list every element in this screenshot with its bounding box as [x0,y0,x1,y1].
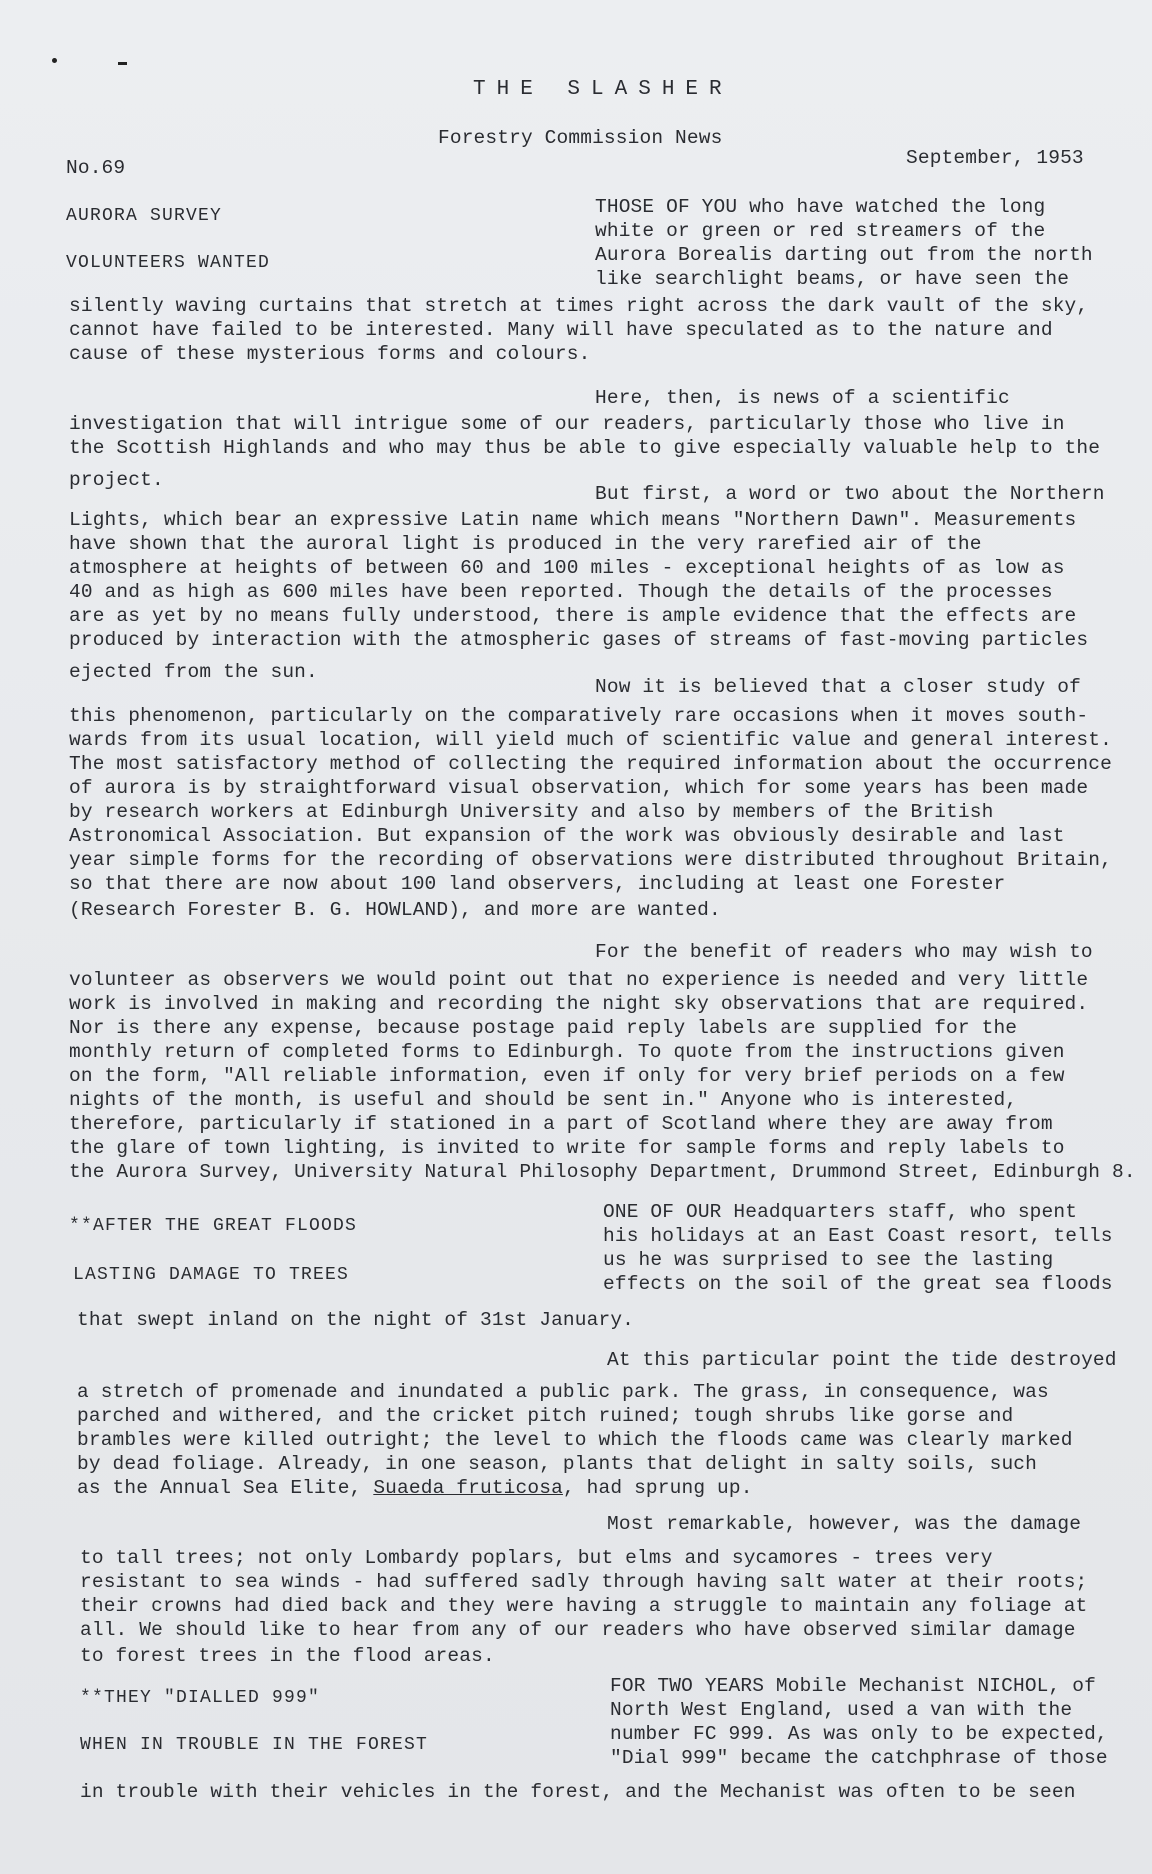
text-line: like searchlight beams, or have seen the [595,268,1070,290]
text-line: But first, a word or two about the Northern [595,483,1105,505]
text-line [77,1476,753,1500]
text-line: cannot have failed to be interested. Many will have speculated as to the nature and [69,319,1053,341]
text-line: in trouble with their vehicles in the forest, and the Mechanist was often to be seen [80,1781,1076,1803]
section-subheading: VOLUNTEERS WANTED [66,253,271,273]
text-line: atmosphere at heights of between 60 and 100 miles - exceptional heights of as low as [69,557,1065,579]
text-line: work is involved in making and recording the night sky observations that are required. [69,993,1089,1015]
text-line: this phenomenon, particularly on the comparatively rare occasions when it moves south- [69,705,1089,727]
text-line: effects on the soil of the great sea floods [603,1273,1113,1295]
text-line: resistant to sea winds - had suffered sadly through having salt water at their roots; [80,1571,1088,1593]
text-line: that swept inland on the night of 31st January. [77,1309,635,1331]
text-line: volunteer as observers we would point out that no experience is needed and very little [69,969,1089,991]
text-line: to tall trees; not only Lombardy poplars, but elms and sycamores - trees very [80,1547,993,1569]
text-line: of aurora is by straightforward visual observation, which for some years has been made [69,777,1089,799]
section-heading: AURORA SURVEY [66,206,223,226]
section-subheading: WHEN IN TROUBLE IN THE FOREST [80,1735,429,1755]
text-line: For the benefit of readers who may wish to [595,941,1093,963]
text-line: Aurora Borealis darting out from the north [595,244,1093,266]
text-line: "Dial 999" became the catchphrase of those [610,1747,1108,1769]
corner-mark [118,62,127,65]
species-name: Suaeda fruticosa [373,1477,563,1499]
text-line: Lights, which bear an expressive Latin name which means "Northern Dawn". Measurements [69,509,1077,531]
text-line: silently waving curtains that stretch at times right across the dark vault of the sky, [69,295,1089,317]
text-line: THOSE OF YOU who have watched the long [595,196,1046,218]
text-line: parched and withered, and the cricket pitch ruined; tough shrubs like gorse and [77,1405,1014,1427]
text-line: therefore, particularly if stationed in a part of Scotland where they are away from [69,1113,1053,1135]
masthead-title: THE SLASHER [473,78,733,101]
text-line: his holidays at an East Coast resort, tells [603,1225,1113,1247]
text-line: ejected from the sun. [69,661,318,683]
section-heading: **THEY "DIALLED 999" [80,1688,321,1708]
text-line: wards from its usual location, will yield much of scientific value and general interest. [69,729,1112,751]
text-line: by research workers at Edinburgh University and also by members of the British [69,801,994,823]
text-line: project. [69,469,164,491]
text-line: us he was surprised to see the lasting [603,1249,1054,1271]
text-line: are as yet by no means fully understood, there is ample evidence that the effects are [69,605,1077,627]
text-line: white or green or red streamers of the [595,220,1046,242]
text-line: brambles were killed outright; the level to which the floods came was clearly marked [77,1429,1073,1451]
text-line: Most remarkable, however, was the damage [607,1513,1082,1535]
text-line: the glare of town lighting, is invited to write for sample forms and reply labels to [69,1137,1065,1159]
text-line: all. We should like to hear from any of our readers who have observed similar damage [80,1619,1076,1641]
section-subheading: LASTING DAMAGE TO TREES [73,1265,350,1285]
text-line: to forest trees in the flood areas. [80,1645,495,1667]
text-line: a stretch of promenade and inundated a public park. The grass, in consequence, was [77,1381,1049,1403]
text-line: monthly return of completed forms to Edinburgh. To quote from the instructions given [69,1041,1065,1063]
text-line: The most satisfactory method of collecting the required information about the occurrence [69,753,1112,775]
text-line: have shown that the auroral light is produced in the very rarefied air of the [69,533,982,555]
text-line: North West England, used a van with the [610,1699,1073,1721]
text-line: Astronomical Association. But expansion of the work was obviously desirable and last [69,825,1065,847]
text-line: on the form, "All reliable information, even if only for very brief periods on a few [69,1065,1065,1087]
text-line: At this particular point the tide destroyed [607,1349,1117,1371]
text-line: the Aurora Survey, University Natural Philosophy Department, Drummond Street, Edinburgh 8. [69,1161,1136,1183]
text-line: year simple forms for the recording of observations were distributed throughout Britain, [69,849,1112,871]
text-line: their crowns had died back and they were having a struggle to maintain any foliage at [80,1595,1088,1617]
text-line: ONE OF OUR Headquarters staff, who spent [603,1201,1078,1223]
text-line: 40 and as high as 600 miles have been reported. Though the details of the processes [69,581,1053,603]
text-line: produced by interaction with the atmospheric gases of streams of fast-moving particles [69,629,1089,651]
text-line: Nor is there any expense, because postage paid reply labels are supplied for the [69,1017,1018,1039]
section-heading: **AFTER THE GREAT FLOODS [69,1216,358,1236]
text-line: investigation that will intrigue some of our readers, particularly those who live in [69,413,1065,435]
text-line: number FC 999. As was only to be expected, [610,1723,1108,1745]
issue-number: No.69 [66,157,126,179]
text-line: (Research Forester B. G. HOWLAND), and more are wanted. [69,899,721,921]
text-line: Now it is believed that a closer study of [595,676,1081,698]
masthead-subtitle: Forestry Commission News [438,127,723,149]
text-segment: as the Annual Sea Elite, [77,1477,374,1499]
text-line: Here, then, is news of a scientific [595,387,1010,409]
text-line: FOR TWO YEARS Mobile Mechanist NICHOL, of [610,1675,1096,1697]
text-line: nights of the month, is useful and should be sent in." Anyone who is interested, [69,1089,1018,1111]
text-line: by dead foliage. Already, in one season, plants that delight in salty soils, such [77,1453,1038,1475]
corner-mark [52,58,57,63]
text-line: the Scottish Highlands and who may thus be able to give especially valuable help to the [69,437,1101,459]
issue-date: September, 1953 [906,147,1084,169]
text-segment: , had sprung up. [562,1477,753,1499]
text-line: cause of these mysterious forms and colours. [69,343,591,365]
text-line: so that there are now about 100 land observers, including at least one Forester [69,873,1006,895]
